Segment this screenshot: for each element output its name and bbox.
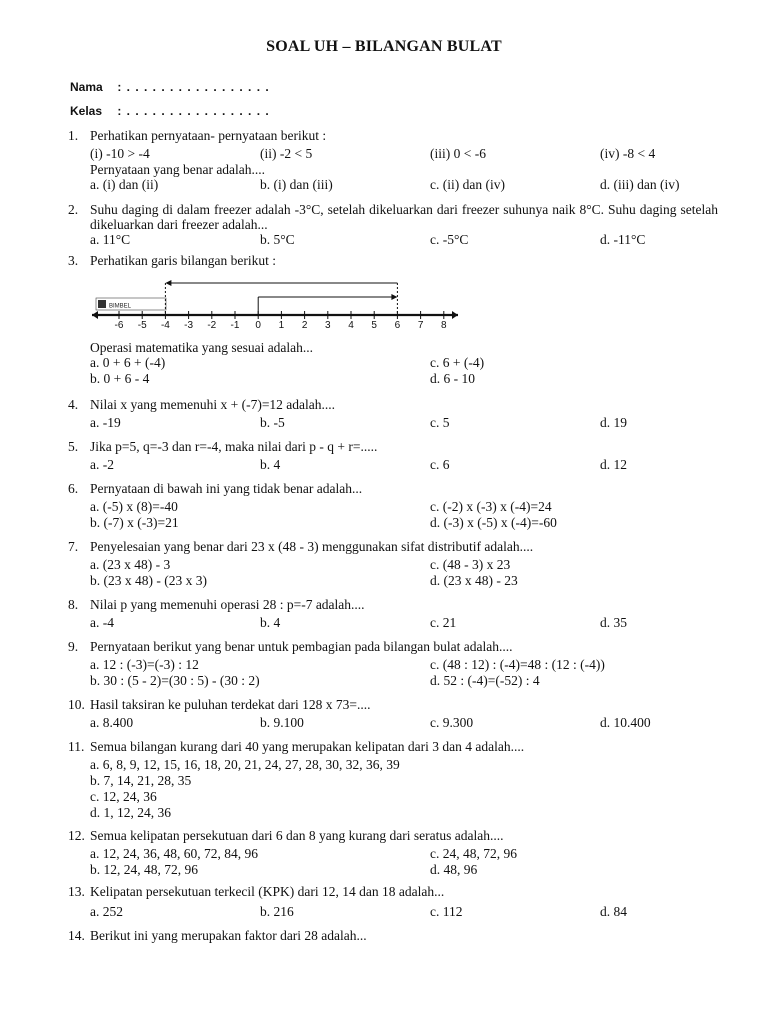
class-field-row [70,104,270,118]
option-d: d. 12 [600,457,627,472]
number-line-figure [88,276,468,336]
option-a: a. 8.400 [90,715,134,730]
option-b: b. (i) dan (iii) [260,177,333,192]
option-row [90,499,718,515]
question-number: 10. [68,697,85,712]
option-a: a. 12, 24, 36, 48, 60, 72, 84, 96 [90,846,258,861]
option-row [90,673,718,689]
question-number: 11. [68,739,85,754]
option-row [90,846,718,862]
question-number: 6. [68,481,79,496]
option-row [90,715,718,731]
class-blank: : . . . . . . . . . . . . . . . . . [117,104,270,118]
question-number: 13. [68,884,85,899]
option-b: b. 4 [260,615,281,630]
jump-arrow-right-head [391,294,397,300]
option-row [90,862,718,878]
option-a: a. 12 : (-3)=(-3) : 12 [90,657,199,672]
option-d: d. 10.400 [600,715,651,730]
page-title: SOAL UH – BILANGAN BULAT [266,38,502,55]
question-8 [68,597,718,631]
option-c: c. 9.300 [430,715,474,730]
option-a: a. -4 [90,615,114,630]
tick-label: -2 [207,320,217,331]
option-row [90,657,718,673]
question-11 [68,739,718,821]
option-list [90,757,718,821]
option-c: c. 112 [430,904,463,919]
option-c: c. 6 [430,457,450,472]
option-a: a. (23 x 48) - 3 [90,557,171,572]
option-d: d. 19 [600,415,627,430]
question-number: 3. [68,253,79,268]
option-a: a. 0 + 6 + (-4) [90,355,166,370]
option-d: d. 52 : (-4)=(-52) : 4 [430,673,540,688]
option-c: c. (ii) dan (iv) [430,177,505,192]
question-text: Kelipatan persekutuan terkecil (KPK) dari 12, 14 dan 18 adalah... [90,884,445,899]
option-row [90,415,718,431]
name-field-row [70,80,270,94]
question-text: Penyelesaian yang benar dari 23 x (48 - 3) menggunakan sifat distributif adalah.... [90,539,534,554]
question-4 [68,397,718,431]
option-a: a. 6, 8, 9, 12, 15, 16, 18, 20, 21, 24, 27, 28, 30, 32, 36, 39 [90,757,400,772]
tick-label: -6 [114,320,124,331]
name-label: Nama [70,80,103,94]
option-row [90,557,718,573]
option-c: c. (-2) x (-3) x (-4)=24 [430,499,552,514]
option-b: b. 216 [260,904,294,919]
tick-label: -4 [160,320,170,331]
class-label: Kelas [70,104,103,118]
logo-text: BIMBEL [109,303,132,310]
tick-label: -3 [184,320,194,331]
question-2 [68,202,718,248]
tick-label: 3 [325,320,331,331]
question-text: Pernyataan berikut yang benar untuk pembagian pada bilangan bulat adalah.... [90,639,513,654]
tick-label: 0 [255,320,261,331]
question-text: Semua bilangan kurang dari 40 yang merupakan kelipatan dari 3 dan 4 adalah.... [90,739,525,754]
option-d: d. 84 [600,904,627,919]
option-row [90,615,718,631]
option-d: d. -11°C [600,232,646,247]
option-row [90,904,718,920]
option-c: c. (48 : 12) : (-4)=48 : (12 : (-4)) [430,657,605,672]
question-text: Pernyataan di bawah ini yang tidak benar adalah... [90,481,363,496]
option-a: a. (-5) x (8)=-40 [90,499,178,514]
tick-label: 8 [441,320,447,331]
tick-label: 6 [394,320,401,331]
statement: (iii) 0 < -6 [430,146,486,161]
statement-row [90,146,718,162]
question-number: 2. [68,202,79,217]
option-b: b. (23 x 48) - (23 x 3) [90,573,207,588]
option-row [90,232,718,248]
question-text: Semua kelipatan persekutuan dari 6 dan 8 yang kurang dari seratus adalah.... [90,828,504,843]
axis-left-arrowhead [92,311,98,319]
question-14 [68,928,718,943]
question-subtext: Operasi matematika yang sesuai adalah... [90,340,314,355]
option-row [90,457,718,473]
question-text: Hasil taksiran ke puluhan terdekat dari 128 x 73=.... [90,697,371,712]
option-c: c. (48 - 3) x 23 [430,557,511,572]
option-row [90,177,718,193]
question-text: Perhatikan pernyataan- pernyataan berikut : [90,128,327,143]
option-a: a. -2 [90,457,114,472]
option-b: b. -5 [260,415,285,430]
question-3 [68,253,718,268]
tick-label: 7 [417,320,424,331]
option-a: a. 252 [90,904,123,919]
question-subtext: Pernyataan yang benar adalah.... [90,162,266,177]
option-c: c. 21 [430,615,457,630]
option-c: c. 24, 48, 72, 96 [430,846,517,861]
question-6 [68,481,718,531]
option-b: b. 5°C [260,232,295,247]
option-b: b. 9.100 [260,715,304,730]
option-d: d. 48, 96 [430,862,478,877]
option-d: d. (23 x 48) - 23 [430,573,518,588]
option-b: b. 7, 14, 21, 28, 35 [90,773,192,788]
option-c: c. 5 [430,415,450,430]
option-a: a. (i) dan (ii) [90,177,159,192]
option-row [90,515,718,531]
question-text: Berikut ini yang merupakan faktor dari 28 adalah... [90,928,367,943]
question-text: Perhatikan garis bilangan berikut : [90,253,276,268]
question-text: Nilai p yang memenuhi operasi 28 : p=-7 adalah.... [90,597,365,612]
tick-label: -1 [230,320,240,331]
question-10 [68,697,718,731]
question-3-options [68,340,718,387]
question-text: Suhu daging di dalam freezer adalah -3°C, setelah dikeluarkan dari freezer suhunya naik 8°C. Suhu daging setelah dikeluarkan dari freezer adalah... [90,202,718,232]
tick-label: 5 [371,320,377,331]
name-blank: : . . . . . . . . . . . . . . . . . [117,80,270,94]
option-row [90,573,718,589]
option-b: b. (-7) x (-3)=21 [90,515,179,530]
question-text: Nilai x yang memenuhi x + (-7)=12 adalah.... [90,397,336,412]
statement: (i) -10 > -4 [90,146,150,161]
question-number: 4. [68,397,79,412]
question-9 [68,639,718,689]
question-number: 14. [68,928,85,943]
question-number: 7. [68,539,79,554]
statement: (iv) -8 < 4 [600,146,656,161]
option-row [90,355,718,371]
option-b: b. 30 : (5 - 2)=(30 : 5) - (30 : 2) [90,673,260,688]
option-row [90,371,718,387]
statement: (ii) -2 < 5 [260,146,313,161]
question-7 [68,539,718,589]
tick-label: 1 [278,320,285,331]
option-b: b. 0 + 6 - 4 [90,371,150,386]
option-c: c. 6 + (-4) [430,355,485,370]
question-5 [68,439,718,473]
option-d: d. (-3) x (-5) x (-4)=-60 [430,515,557,530]
question-number: 8. [68,597,79,612]
option-d: d. (iii) dan (iv) [600,177,680,192]
option-d: d. 1, 12, 24, 36 [90,805,171,820]
option-d: d. 6 - 10 [430,371,475,386]
option-c: c. -5°C [430,232,469,247]
option-a: a. 11°C [90,232,131,247]
question-13 [68,884,718,920]
option-c: c. 12, 24, 36 [90,789,157,804]
option-a: a. -19 [90,415,121,430]
question-number: 5. [68,439,79,454]
tick-label: 4 [348,320,354,331]
question-12 [68,828,718,878]
option-d: d. 35 [600,615,627,630]
tick-label: 2 [301,320,308,331]
jump-arrow-left-head [165,280,171,286]
question-number: 12. [68,828,85,843]
axis-right-arrowhead [452,311,458,319]
question-number: 9. [68,639,79,654]
option-b: b. 4 [260,457,281,472]
question-1 [68,128,718,193]
question-number: 1. [68,128,79,143]
tick-label: -5 [137,320,147,331]
bimbel-logo [96,298,166,310]
question-text: Jika p=5, q=-3 dan r=-4, maka nilai dari p - q + r=..... [90,439,378,454]
option-b: b. 12, 24, 48, 72, 96 [90,862,198,877]
